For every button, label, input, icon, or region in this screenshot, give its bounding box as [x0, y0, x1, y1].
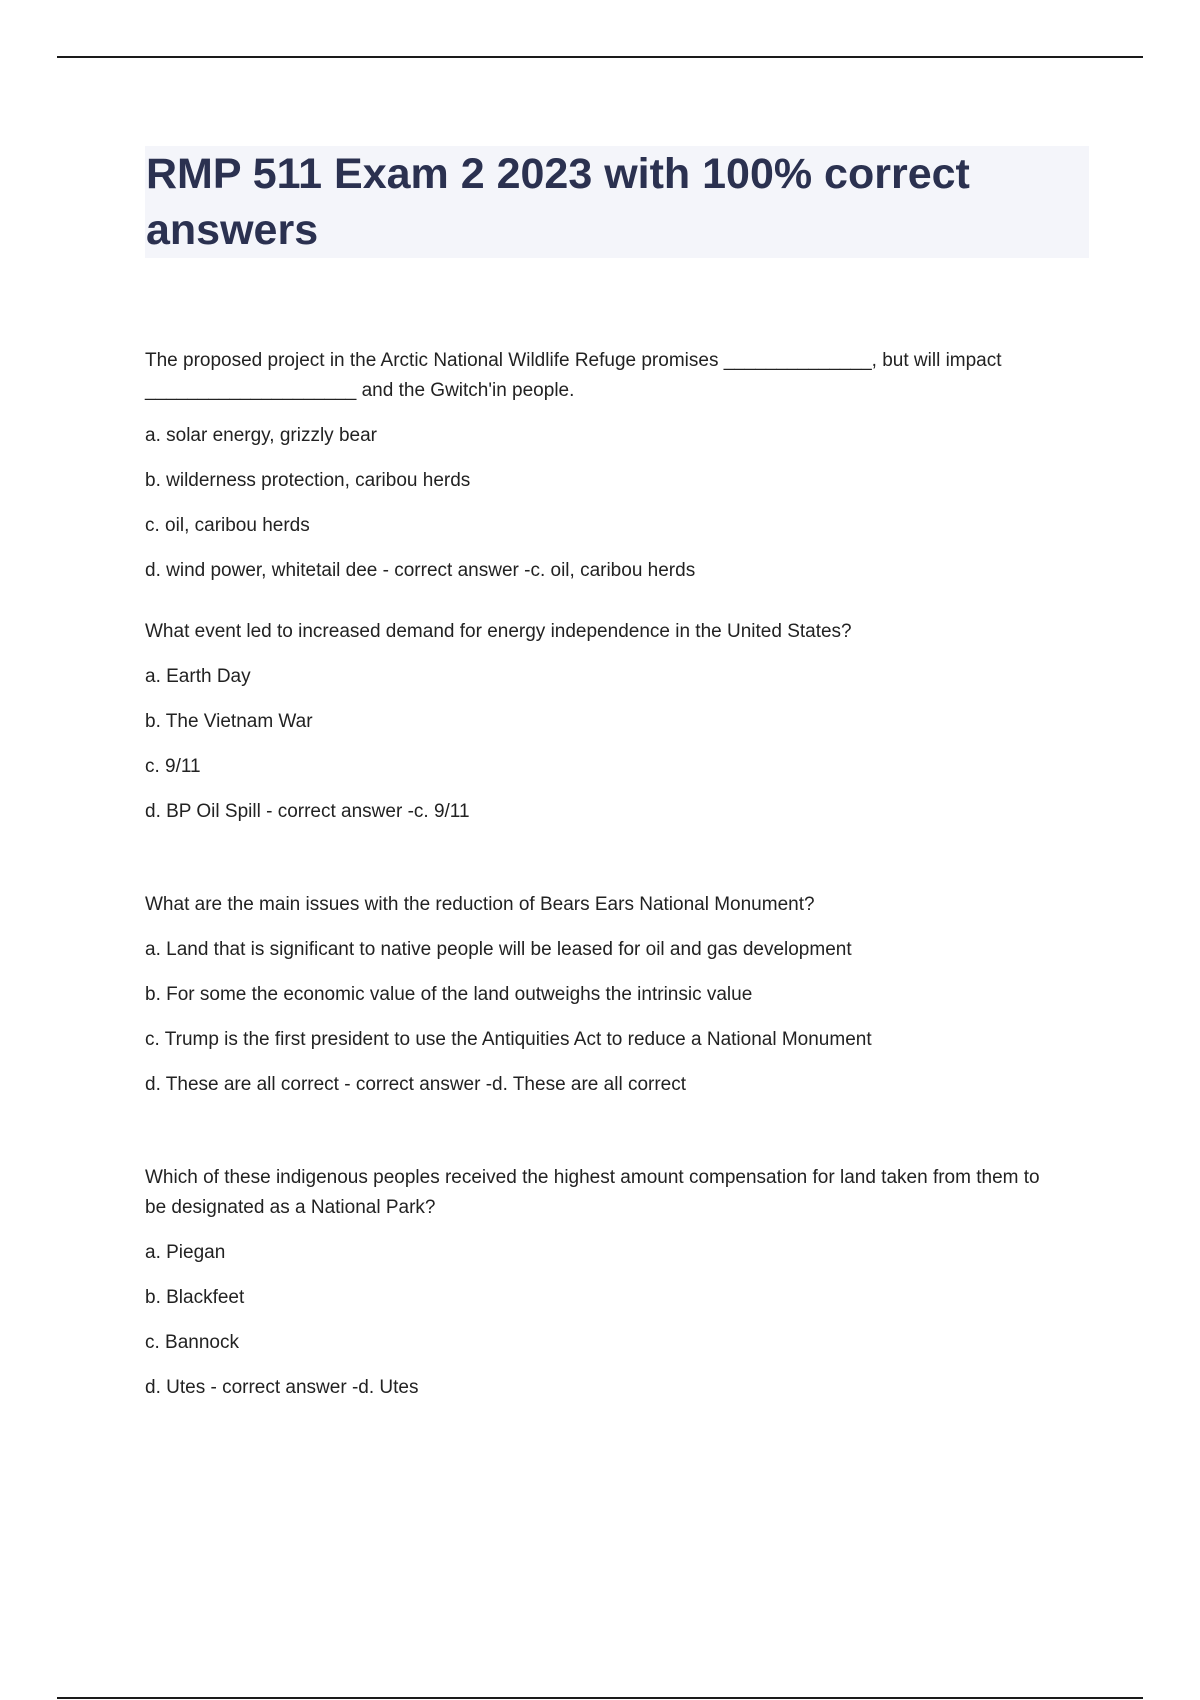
- option-3a: a. Land that is significant to native people will be leased for oil and gas development: [145, 939, 852, 960]
- options-list-1: [145, 421, 1065, 586]
- option-4a: a. Piegan: [145, 1242, 226, 1263]
- document-body: [145, 346, 1065, 1403]
- option-4d: d. Utes - correct answer -d. Utes: [145, 1377, 419, 1398]
- option-2d: d. BP Oil Spill - correct answer -c. 9/11: [145, 801, 470, 822]
- option-1a: a. solar energy, grizzly bear: [145, 425, 377, 446]
- question-block-4: [145, 1163, 1065, 1403]
- option-4c: c. Bannock: [145, 1332, 239, 1353]
- option-3d: d. These are all correct - correct answer -d. These are all correct: [145, 1074, 687, 1095]
- question-text-3: What are the main issues with the reduction of Bears Ears National Monument?: [145, 894, 815, 915]
- top-rule: [57, 56, 1143, 58]
- option-2a: a. Earth Day: [145, 666, 251, 687]
- option-4b: b. Blackfeet: [145, 1287, 245, 1308]
- question-block-2: [145, 617, 1065, 890]
- bottom-rule: [57, 1697, 1143, 1699]
- title-banner: [145, 146, 1089, 258]
- option-1b: b. wilderness protection, caribou herds: [145, 470, 471, 491]
- question-text-1: The proposed project in the Arctic National Wildlife Refuge promises ______________, but will impact ____________________ and the Gwitch'in people.: [145, 350, 1002, 401]
- question-text-4: Which of these indigenous peoples received the highest amount compensation for land taken from them to be designated as a National Park?: [145, 1167, 1040, 1218]
- document-title: RMP 511 Exam 2 2023 with 100% correct answers: [146, 150, 970, 254]
- option-2c: c. 9/11: [145, 756, 201, 777]
- option-3c: c. Trump is the first president to use the Antiquities Act to reduce a National Monument: [145, 1029, 872, 1050]
- options-list-4: [145, 1238, 1065, 1403]
- option-3b: b. For some the economic value of the land outweighs the intrinsic value: [145, 984, 753, 1005]
- option-2b: b. The Vietnam War: [145, 711, 313, 732]
- options-list-3: [145, 935, 1065, 1100]
- option-1c: c. oil, caribou herds: [145, 515, 310, 536]
- question-block-3: [145, 890, 1065, 1163]
- options-list-2: [145, 662, 1065, 827]
- question-text-2: What event led to increased demand for energy independence in the United States?: [145, 621, 852, 642]
- question-block-1: [145, 346, 1065, 617]
- option-1d: d. wind power, whitetail dee - correct answer -c. oil, caribou herds: [145, 560, 696, 581]
